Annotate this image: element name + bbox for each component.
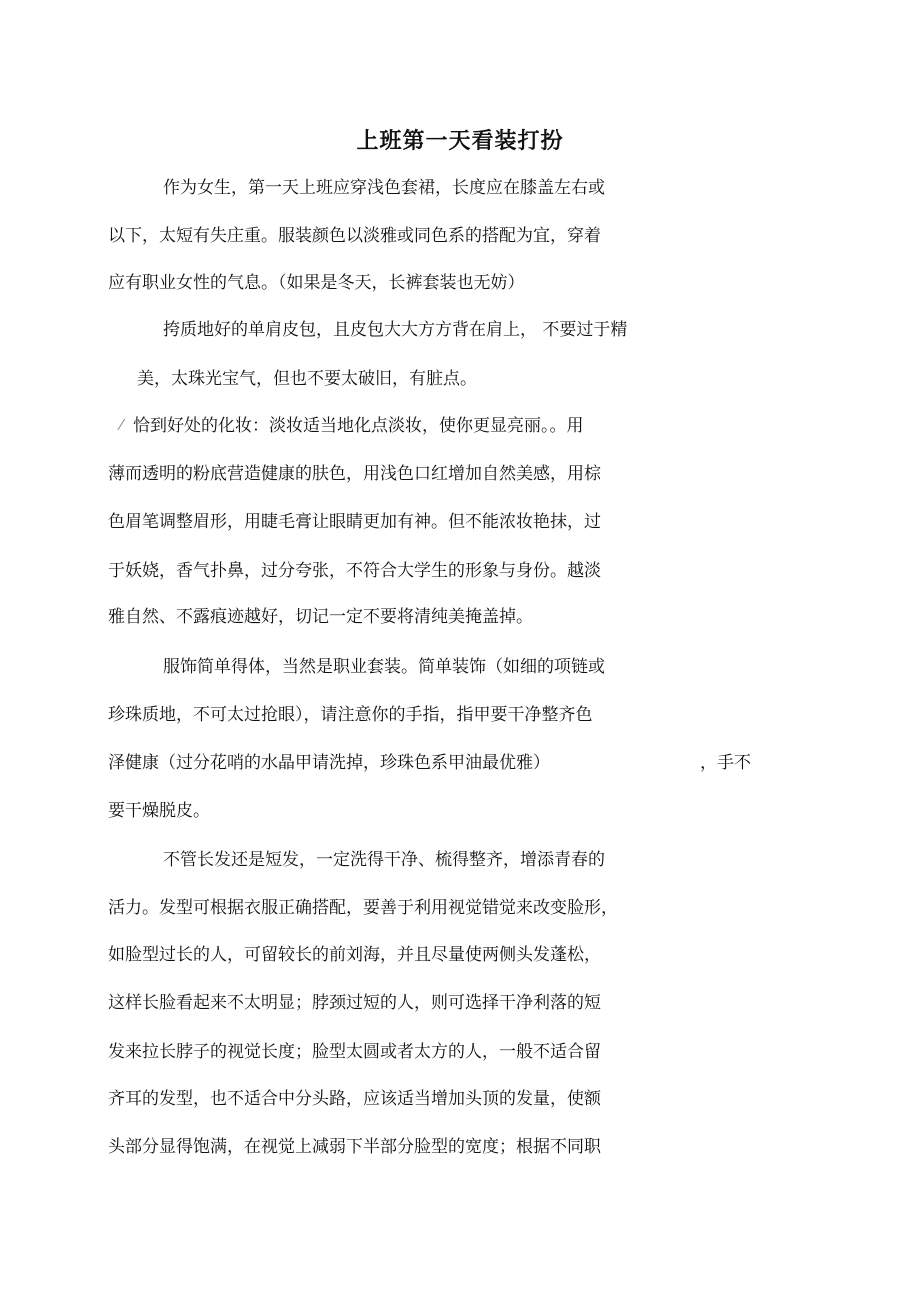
text-line: 以下，太短有失庄重。服装颜色以淡雅或同色系的搭配为宜，穿着: [108, 226, 601, 246]
text-line: 不管长发还是短发，一定洗得干净、梳得整齐，增添青春的: [163, 850, 605, 870]
text-line: 于妖娆，香气扑鼻，过分夸张，不符合大学生的形象与身份。越淡: [108, 561, 601, 581]
text-line: 齐耳的发型，也不适合中分头路，应该适当增加头顶的发量，使额: [108, 1089, 601, 1109]
document-title: 上班第一天看装打扮: [356, 129, 564, 154]
text-line: 挎质地好的单肩皮包，且皮包大大方方背在肩上， 不要过于精: [163, 320, 628, 340]
text-line: 要干燥脱皮。: [108, 801, 210, 821]
text-line: 珍珠质地，不可太过抢眼），请注意你的手指，指甲要干净整齐色: [108, 705, 593, 725]
text-line: 头部分显得饱满，在视觉上减弱下半部分脸型的宽度；根据不同职: [108, 1137, 601, 1157]
text-line: 恰到好处的化妆：淡妆适当地化点淡妆，使你更显亮丽。。用: [133, 416, 584, 436]
text-line: 薄而透明的粉底营造健康的肤色，用浅色口红增加自然美感，用棕: [108, 464, 601, 484]
stray-mark: ⁄: [120, 416, 123, 434]
text-line: 美，太珠光宝气，但也不要太破旧，有脏点。: [137, 369, 477, 389]
text-line: 这样长脸看起来不太明显；脖颈过短的人，则可选择干净利落的短: [108, 993, 601, 1013]
text-line: 服饰简单得体，当然是职业套装。简单装饰（如细的项链或: [163, 657, 605, 677]
text-line: 应有职业女性的气息。（如果是冬天，长裤套装也无妨）: [108, 273, 525, 293]
text-line: 雅自然、不露痕迹越好，切记一定不要将清纯美掩盖掉。: [108, 607, 533, 627]
text-line: 发来拉长脖子的视觉长度；脸型太圆或者太方的人，一般不适合留: [108, 1042, 601, 1062]
text-line: 活力。发型可根据衣服正确搭配，要善于利用视觉错觉来改变脸形，: [108, 898, 618, 918]
text-line: ，手不: [700, 753, 751, 773]
text-line: 泽健康（过分花哨的水晶甲请洗掉，珍珠色系甲油最优雅）: [108, 753, 550, 773]
text-line: 色眉笔调整眉形，用睫毛膏让眼睛更加有神。但不能浓妆艳抹，过: [108, 512, 601, 532]
text-line: 如脸型过长的人，可留较长的前刘海，并且尽量使两侧头发蓬松，: [108, 945, 601, 965]
text-line: 作为女生，第一天上班应穿浅色套裙，长度应在膝盖左右或: [163, 178, 605, 198]
